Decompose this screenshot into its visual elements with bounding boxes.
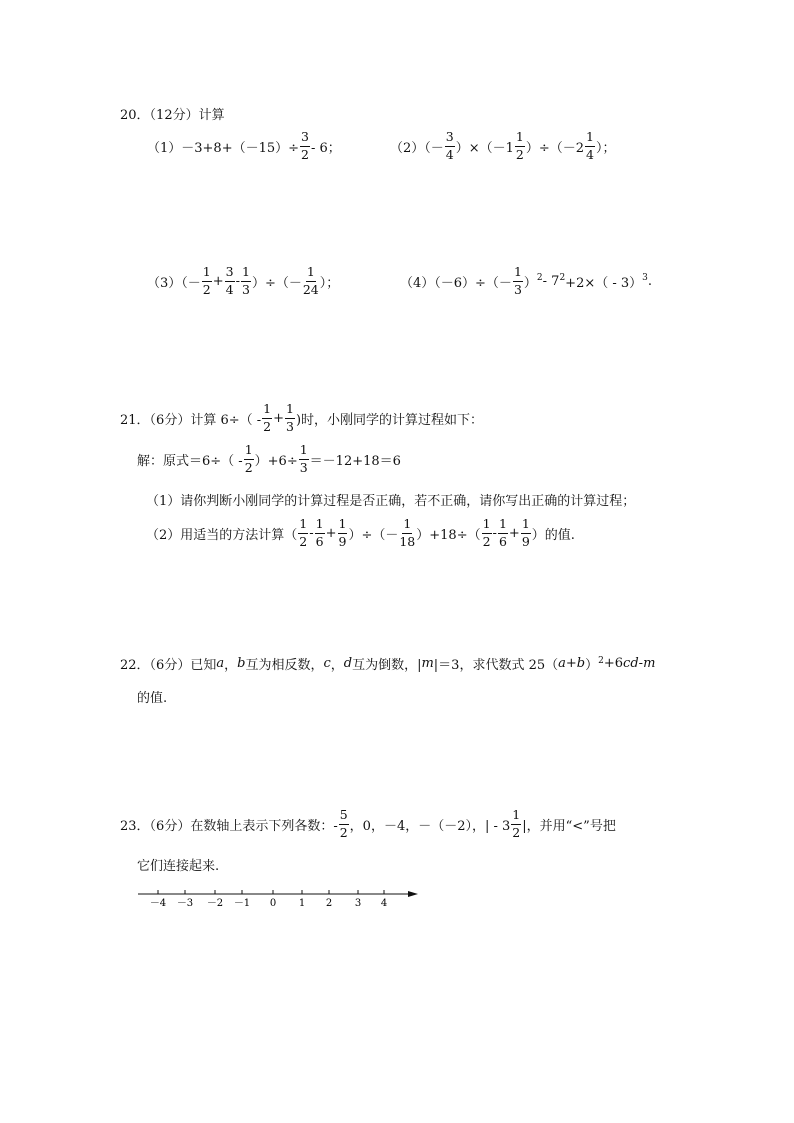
q21-part2: （2）用适当的方法计算（ $\frac{1}{2}$ - $\frac{1}{6}$ + $\frac{1}{9}$ ）÷（－ $\frac{1}{18}$ ）+18÷（ $\frac{1}{2}$ - $\frac{1}{6}$ + $\frac{1}{9}$ ）的值.: [146, 516, 575, 549]
tick-label: －1: [233, 898, 251, 909]
arrow-icon: [408, 891, 418, 897]
q20-part2: （2）（－ $\frac{3}{4}$ ）×（－1 $\frac{1}{2}$ ）÷（－2 $\frac{1}{4}$ ）；: [390, 129, 616, 162]
tick-label: －2: [206, 898, 224, 909]
tick-label: 0: [269, 898, 277, 909]
tick-label: 2: [325, 898, 333, 909]
q21-part1: （1）请你判断小刚同学的计算过程是否正确，若不正确，请你写出正确的计算过程；: [146, 494, 636, 509]
q20-part1: （1）－3+8+（－15）÷ $\frac{3}{2}$ - 6；: [147, 129, 341, 162]
q23-line1: 23．（6分）在数轴上表示下列各数：- $\frac{5}{2}$ ，0，－4，－（－2），| - 3 $\frac{1}{2}$ |，并用“<”号把: [120, 807, 616, 840]
q22-line1: 22．（6分）已知 a ， b 互为相反数， c ， d 互为倒数，| m |＝3，求代数式 25（ a + b ） 2 +6 cd - m: [120, 655, 656, 673]
q21-solution: 解：原式＝6÷（ - $\frac{1}{2}$ ）+6÷ $\frac{1}{3}$ ＝－12+18＝6: [137, 442, 401, 475]
fraction: $\frac{3}{2}$: [301, 129, 309, 162]
q22-line2: 的值.: [137, 691, 168, 706]
number-line: [138, 884, 423, 912]
q21-heading: 21．（6分）计算 6÷（ - $\frac{1}{2}$ + $\frac{1}{3}$ )时，小刚同学的计算过程如下：: [120, 401, 484, 434]
q20-part3: （3）（－ $\frac{1}{2}$ + $\frac{3}{4}$ - $\frac{1}{3}$ ）÷（－ $\frac{1}{24}$ ）；: [147, 264, 340, 297]
tick-label: 1: [298, 898, 306, 909]
q20-part4: （4）（－6）÷（－ $\frac{1}{3}$ ） 2 - 7 2 +2×（ - 3） 3 .: [400, 264, 653, 297]
tick-label: －3: [176, 898, 194, 909]
tick-label: －4: [149, 898, 167, 909]
tick-label: 4: [380, 898, 388, 909]
q23-line2: 它们连接起来.: [137, 859, 220, 874]
q20-heading: 20．（12分）计算: [120, 108, 225, 123]
tick-label: 3: [354, 898, 362, 909]
